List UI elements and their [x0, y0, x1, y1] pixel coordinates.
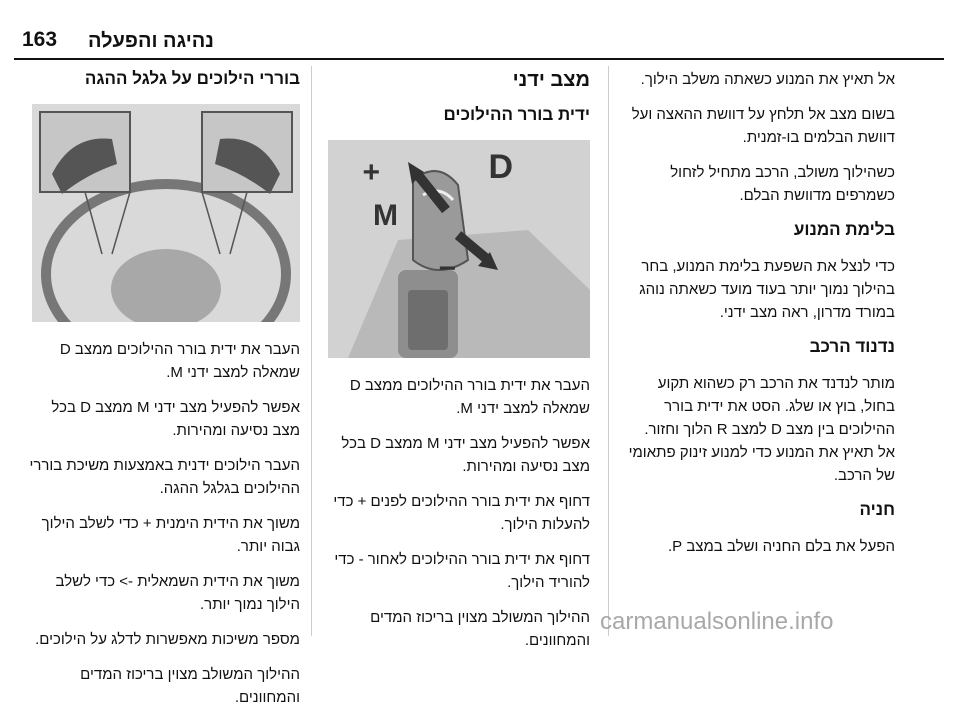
paragraph: משוך את הידית הימנית + כדי לשלב הילוך גבוה יותר. — [41, 515, 300, 555]
figure-label-plus: + — [362, 156, 380, 189]
paragraph: אפשר להפעיל מצב ידני M ממצב D בכל מצב נסיעה ומהירות. — [341, 435, 590, 475]
heading-selector-lever: ידית בורר ההילוכים — [443, 105, 590, 124]
paragraph: דחוף את ידית בורר ההילוכים לאחור - כדי להוריד הילוך. — [334, 551, 590, 591]
paragraph: ההילוך המשולב מצוין בריכוז המדים והמחוונים. — [80, 666, 300, 706]
column-left — [28, 68, 300, 721]
paragraph: מספר משיכות מאפשרות לדלג על הילוכים. — [35, 631, 300, 648]
page-header — [0, 0, 960, 58]
heading-rocking: נדנוד הרכב — [809, 337, 895, 356]
paragraph: אל תאיץ את המנוע כשאתה משלב הילוך. — [640, 71, 895, 88]
paragraph: העבר הילוכים ידנית באמצעות משיכת בוררי ההילוכים בגלגל ההגה. — [29, 457, 300, 497]
heading-parking: חניה — [859, 500, 895, 519]
figure-label-minus: − — [438, 252, 456, 285]
paragraph: כשהילוך משולב, הרכב מתחיל לזחול כשמרפים מדוושת הבלם. — [670, 164, 895, 204]
paragraph: אפשר להפעיל מצב ידני M ממצב D בכל מצב נסיעה ומהירות. — [51, 399, 300, 439]
paragraph: מותר לנדנד את הרכב רק כשהוא תקוע בחול, בוץ או שלג. הסט את ידית בורר ההילוכים בין מצב D למצב R הלוך וחזור. אל תאיץ את המנוע כדי למנוע זינוק פתאומי של הרכב. — [628, 375, 895, 484]
column-divider — [608, 66, 609, 636]
paragraph: העבר את ידית בורר ההילוכים ממצב D שמאלה למצב ידני M. — [349, 377, 590, 417]
paragraph: דחוף את ידית בורר ההילוכים לפנים + כדי להעלות הילוך. — [333, 493, 590, 533]
watermark: carmanualsonline.info — [600, 608, 834, 635]
column-right — [625, 68, 895, 570]
page-number: 163 — [22, 28, 58, 51]
gear-selector-illustration — [328, 140, 590, 358]
heading-manual-mode: מצב ידני — [512, 69, 590, 91]
header-rule — [14, 58, 944, 60]
steering-wheel-paddles-illustration — [32, 104, 300, 322]
section-title: נהיגה והפעלה — [88, 30, 214, 52]
heading-engine-braking: בלימת המנוע — [793, 220, 895, 239]
figure-label-m: M — [373, 199, 398, 232]
paragraph: העבר את ידית בורר ההילוכים ממצב D שמאלה למצב ידני M. — [59, 341, 300, 381]
paragraph: בשום מצב אל תלחץ על דוושת ההאצה ועל דוושת הבלמים בו-זמנית. — [631, 106, 895, 146]
paragraph: משוך את הידית השמאלית -> כדי לשלב הילוך נמוך יותר. — [55, 573, 300, 613]
paragraph: ההילוך המשולב מצוין בריכוז המדים והמחוונים. — [370, 609, 590, 649]
paragraph: הפעל את בלם החניה ושלב במצב P. — [667, 538, 895, 555]
figure-label-d: D — [488, 148, 513, 186]
column-middle — [322, 68, 590, 664]
heading-steering-paddles: בוררי הילוכים על גלגל ההגה — [84, 69, 300, 88]
paragraph: כדי לנצל את השפעת בלימת המנוע, בחר בהילוך נמוך יותר בעוד מועד כשאתה נוהג במורד מדרון, ראה מצב ידני. — [639, 258, 895, 321]
column-divider — [311, 66, 312, 636]
